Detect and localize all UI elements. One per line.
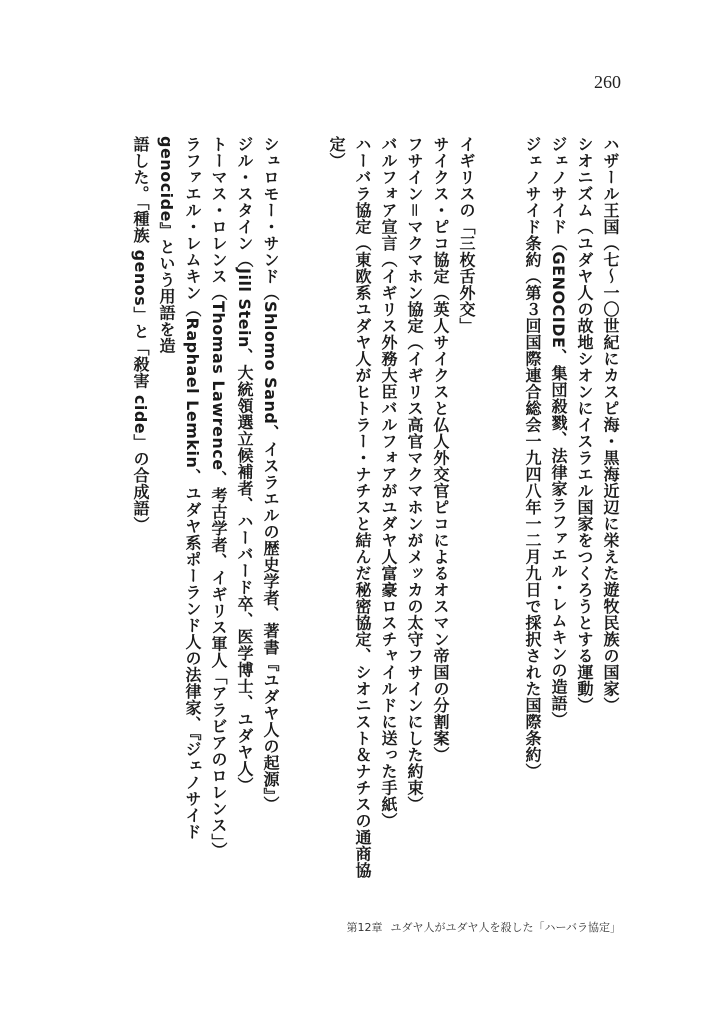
- entry-desc: （Shlomo Sand、イスラエルの歴史学者、著書『ユダヤ人の起源』）: [261, 284, 280, 813]
- entry-raphael-lemkin: [153, 136, 205, 896]
- entry-term: ジェノサイド: [549, 136, 568, 235]
- group-divider: [479, 136, 519, 896]
- footer-title: ユダヤ人がユダヤ人を殺した「ハーバラ協定」: [390, 921, 621, 934]
- entry-desc: （GENOCIDE、集団殺戮、法律家ラファエル・レムキンの造語）: [549, 235, 568, 728]
- entry-term: シオニズム: [575, 136, 594, 219]
- entry-term: トーマス・ロレンス: [209, 136, 228, 285]
- entry-desc: （第３回国際連合総会一九四八年一二月九日で採択された国際条約）: [523, 268, 542, 780]
- entry-desc: （東欧系ユダヤ人がヒトラー・ナチスと結んだ秘密協定、シオニスト＆ナチスの通商協定）: [327, 136, 372, 879]
- entry-term: ジル・スタイン: [235, 136, 254, 252]
- entry-khazar: [597, 136, 623, 896]
- entry-three-faced-diplomacy: [453, 136, 479, 896]
- entry-term: サイクス・ピコ協定: [431, 136, 450, 285]
- entry-term: ハザール王国: [601, 136, 620, 235]
- entry-desc: （イギリス高官マクマホンがメッカの太守フサインにした約束）: [405, 334, 424, 813]
- entry-desc: （Jill Stein、大統領選立候補者、ハーバード卒、医学博士、ユダヤ人）: [235, 251, 254, 794]
- entry-genocide-convention: [519, 136, 545, 896]
- footer-chapter: 第12章: [346, 921, 383, 934]
- group-divider: [283, 136, 323, 896]
- entry-term: イギリスの「三枚舌外交」: [457, 136, 476, 334]
- entry-zionism: [571, 136, 597, 896]
- entry-desc: （Raphael Lemkin、ユダヤ系ポーランド人の法律家、『ジェノサイド genocide』という用語を造: [157, 136, 202, 840]
- entry-desc: （イギリス外務大臣バルフォアがユダヤ人富豪ロスチャイルドに送った手紙）: [379, 251, 398, 829]
- entry-term: ハーバラ協定: [353, 136, 372, 235]
- entry-term: バルフォア宣言: [379, 136, 398, 252]
- entry-balfour: [375, 136, 401, 896]
- running-footer: [347, 919, 621, 935]
- entry-jill-stein: [231, 136, 257, 896]
- entry-desc: （英人サイクスと仏人外交官ピコによるオスマン帝国の分割案）: [431, 284, 450, 763]
- entry-desc: （ユダヤ人の故地シオンにイスラエル国家をつくろうとする運動）: [575, 218, 594, 714]
- entry-hussein-mcmahon: [401, 136, 427, 896]
- entry-desc: （七〜一〇世紀にカスピ海・黒海近辺に栄えた遊牧民族の国家）: [601, 235, 620, 714]
- entry-thomas-lawrence: [205, 136, 231, 896]
- page-number: 260: [594, 72, 621, 92]
- entry-desc: （Thomas Lawrence、考古学者、イギリス軍人「アラビアのロレンス」）: [209, 284, 228, 859]
- glossary-entries: [127, 136, 623, 896]
- entry-desc: 語した。「種族 genos」と「殺害 cide」の合成語）: [131, 136, 150, 534]
- entry-shlomo-sand: [257, 136, 283, 896]
- entry-genocide: [545, 136, 571, 896]
- entry-term: ラファエル・レムキン: [183, 136, 202, 301]
- entry-raphael-lemkin-cont: [127, 136, 153, 896]
- entry-term: ジェノサイド条約: [523, 136, 542, 268]
- entry-term: シュロモー・サンド: [261, 136, 280, 285]
- entry-haavara: [323, 136, 375, 896]
- entry-sykes-picot: [427, 136, 453, 896]
- entry-term: フサイン＝マクマホン協定: [405, 136, 424, 335]
